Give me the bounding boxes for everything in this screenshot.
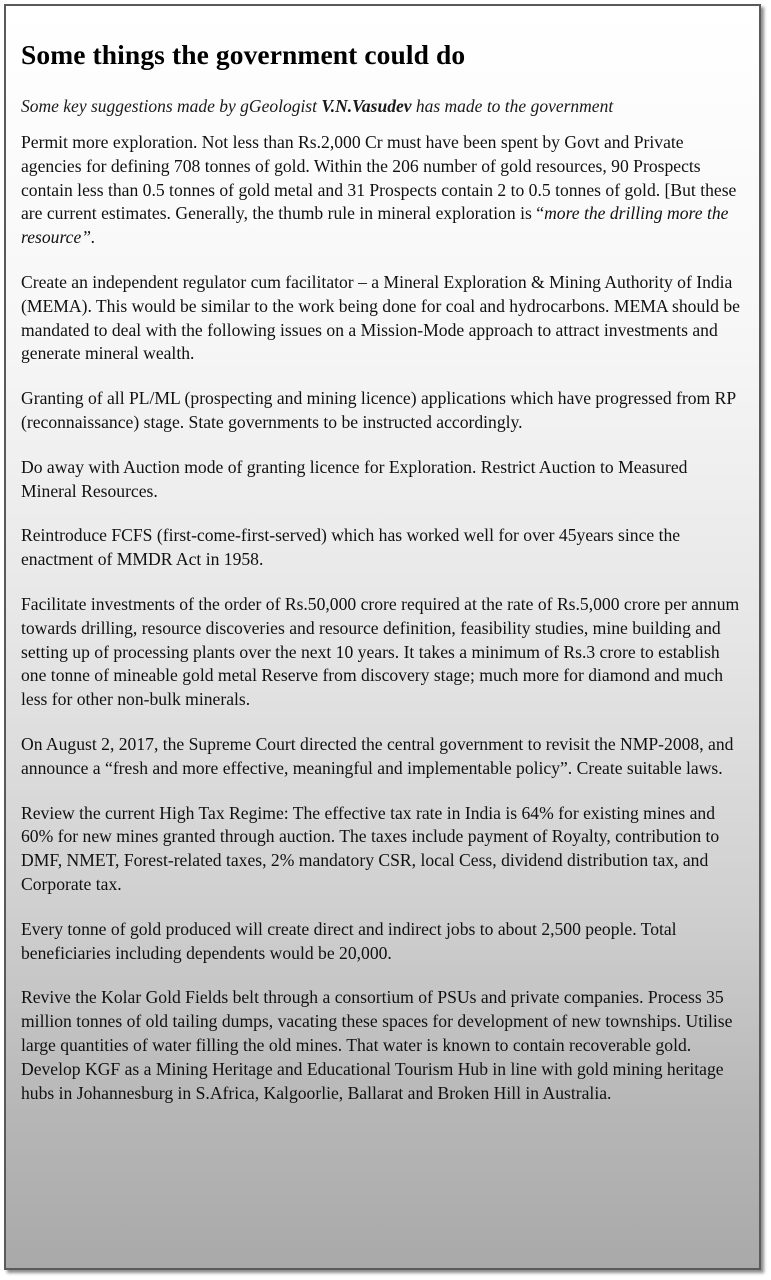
paragraph-licence-granting: Granting of all PL/ML (prospecting and mining licence) applications which have progressed from RP (reconnaissance) stage. State governments to be instructed accordingly. <box>21 388 736 432</box>
paragraph-supreme-court: On August 2, 2017, the Supreme Court directed the central government to revisit the NMP-2008, and announce a “fresh and more effective, meaningful and implementable policy”. Create suitable laws. <box>21 733 734 778</box>
author-name: V.N.Vasudev <box>321 96 412 116</box>
paragraph-fcfs: Reintroduce FCFS (first-come-first-served) which has worked well for over 45years since the enactment of MMDR Act in 1958. <box>21 525 681 570</box>
subtitle <box>21 95 743 117</box>
paragraph-jobs: Every tonne of gold produced will create direct and indirect jobs to about 2,500 people. Total beneficiaries including dependents would be 20,000. <box>21 918 677 963</box>
paragraph-regulator: Create an independent regulator cum facilitator – a Mineral Exploration & Mining Authority of India (MEMA). This would be similar to the work being done for coal and hydrocarbons. MEMA should be mandated to deal with the following issues on a Mission-Mode approach to attract investments and generate mineral wealth. <box>21 271 740 364</box>
paragraph-text: Permit more exploration. Not less than Rs.2,000 Cr must have been spent by Govt and Private agencies for defining 708 tonnes of gold. Within the 206 number of gold resources, 90 Prospects contain less than 0.5 tonnes of gold metal and 31 Prospects contain 2 to 0.5 tonnes of gold. [But these are current estimates. Generally, the thumb rule in mineral exploration is “ <box>21 132 737 224</box>
page-title: Some things the government could do <box>21 39 466 70</box>
paragraph-investments: Facilitate investments of the order of Rs.50,000 crore required at the rate of Rs.5,000 crore per annum towards drilling, resource discoveries and resource definition, feasibility studies, mine building and setting up of processing plants over the next 10 years. It takes a minimum of Rs.3 crore to establish one tonne of mineable gold metal Reserve from discovery stage; much more for diamond and much less for other non-bulk minerals. <box>21 593 740 710</box>
subtitle-tail: has made to the government <box>411 96 614 116</box>
paragraph-exploration <box>21 131 743 250</box>
paragraph-auction: Do away with Auction mode of granting licence for Exploration. Restrict Auction to Measured Mineral Resources. <box>21 456 688 501</box>
paragraph-tax-regime: Review the current High Tax Regime: The effective tax rate in India is 64% for existing mines and 60% for new mines granted through auction. The taxes include payment of Royalty, contribution to DMF, NMET, Forest-related taxes, 2% mandatory CSR, local Cess, dividend distribution tax, and Corporate tax. <box>21 802 720 894</box>
paragraph-kolar-gold-fields: Revive the Kolar Gold Fields belt through a consortium of PSUs and private companies. Process 35 million tonnes of old tailing dumps, vacating these spaces for development of new townships. Utilise large quantities of water filling the old mines. That water is known to contain recoverable gold. Develop KGF as a Mining Heritage and Educational Tourism Hub in line with gold mining heritage hubs in Johannesburg in S.Africa, Kalgoorlie, Ballarat and Broken Hill in Australia. <box>21 987 733 1103</box>
article-box <box>4 4 761 1270</box>
paragraph-quote: more the drilling more the resource”. <box>21 203 729 248</box>
subtitle-lead: Some key suggestions made by gGeologist <box>21 96 322 116</box>
